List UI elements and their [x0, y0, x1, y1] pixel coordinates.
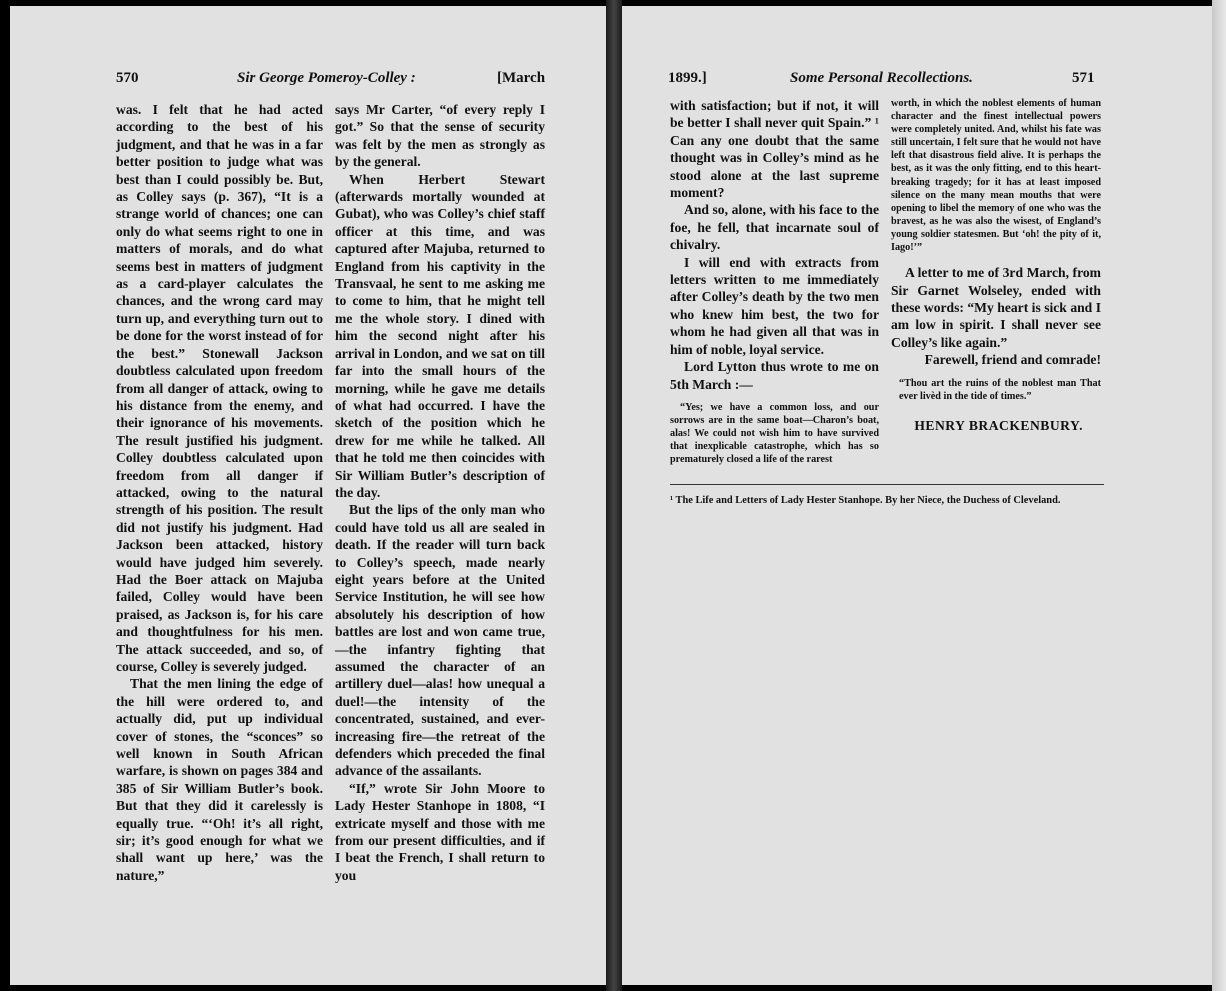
- verse-quote: “Thou art the ruins of the noblest man That ever livèd in the tide of times.”: [899, 377, 1101, 402]
- lytton-quote: “Yes; we have a common loss, and our sorrows are in the same boat—Charon’s boat, alas! We could not wish him to have survived that inexplicable catastrophe, which has so prematurely closed a life of the rarest: [670, 401, 879, 466]
- signature: HENRY BRACKENBURY.: [914, 417, 1083, 433]
- right-column-2: [891, 97, 1101, 482]
- paragraph: When Herbert Stewart (afterwards mortally wounded at Gubat), who was Colley’s chief staff officer at this time, and was captured after Majuba, returned to England from his captivity in the Transvaal, he sent to me asking me to come to him, that he might tell me the whole story. I dined with him the second night after his arrival in London, and we sat on till far into the small hours of the morning, while he gave me details of what had occurred. I have the sketch of the position which he drew for me while he talked. All that he told me then coincides with Sir William Butler’s description of the day.: [335, 171, 545, 500]
- lytton-quote-continued: worth, in which the noblest elements of human character and the finest intellectual powers were completely united. And, whilst his fate was still uncertain, I felt sure that he would not have left that disastrous field alive. It is perhaps the best, as it was the only fitting, end to this heart-breaking tragedy; for it has at least imposed silence on the many mean mouths that were opening to libel the memory of one who was the bravest, as he was also the wisest, of England’s young soldier statesmen. But ‘oh! the pity of it, Iago!’”: [891, 98, 1101, 254]
- footnote: ¹ The Life and Letters of Lady Hester Stanhope. By her Niece, the Duchess of Cleveland.: [670, 495, 1061, 506]
- book-gutter: [606, 0, 622, 991]
- paragraph: And so, alone, with his face to the foe, he fell, that incarnate soul of chivalry.: [670, 202, 879, 253]
- paragraph: A letter to me of 3rd March, from Sir Garnet Wolseley, ended with these words: “My heart is sick and I am low in spirit. I shall never see Colley’s like again.”: [891, 265, 1101, 350]
- paragraph: was. I felt that he had acted according to the best of his judgment, and that he was in a far better position to judge what was best than I could possibly be. But, as Colley says (p. 367), “It is a strange world of chances; one can only do what seems right to one in matters of morals, and do what seems best in matters of judgment as a card-player calculates the chances, and the wrong card may turn up, and everything turn out to be done for the worst instead of for the best.” Stonewall Jackson doubtless calculated upon freedom from all danger of attack, owing to his distance from the enemy, and their ignorance of his movements. The result justified his judgment. Colley doubtless calculated upon freedom from all danger if attacked, owing to the natural strength of his position. The result did not justify his judgment. Had Jackson been attacked, history would have judged him severely. Had the Boer attack on Majuba failed, Colley would have been praised, as Jackson is, for his care and thoughtfulness for his men. The attack succeeded, and so, of course, Colley is severely judged.: [116, 102, 323, 674]
- paragraph: Lord Lytton thus wrote to me on 5th March :—: [670, 359, 879, 392]
- left-running-date: [March: [497, 70, 546, 86]
- right-page-number: 571: [1072, 70, 1095, 86]
- paragraph: That the men lining the edge of the hill were ordered to, and actually did, put up individual cover of stones, the “sconces” so well known in South African warfare, is shown on pages 384 and 385 of Sir William Butler’s book. But that they did it carelessly is equally true. “‘Oh! it’s all right, sir; it’s good enough for what we shall want up here,’ was the nature,”: [116, 676, 323, 883]
- footnote-rule: [670, 484, 1104, 485]
- left-page-number: 570: [116, 70, 139, 86]
- left-column-2: [335, 101, 545, 883]
- paragraph: I will end with extracts from letters written to me immediately after Colley’s death by the two men who knew him best, the two for whom he had given all that was in him of noble, loyal service.: [670, 254, 879, 357]
- paragraph: says Mr Carter, “of every reply I got.” So that the sense of security was felt by the men as strongly as by the general.: [335, 102, 545, 170]
- left-column-1: [116, 101, 323, 883]
- paragraph: with satisfaction; but if not, it will be better I shall never quit Spain.” ¹ Can any one doubt that the same thought was in Colley’s mind as he stood alone at the last supreme moment?: [670, 98, 879, 201]
- paragraph: Farewell, friend and comrade!: [924, 352, 1101, 368]
- paragraph: But the lips of the only man who could have told us all are sealed in death. If the reader will turn back to Colley’s speech, made nearly eight years before at the United Service Institution, he will see how absolutely his description of how battles are lost and won came true,—the infantry fighting that assumed the character of an artillery duel—alas! how unequal a duel!—the intensity of the concentrated, sustained, and ever-increasing fire—the retreat of the defenders which preceded the final advance of the assailants.: [335, 502, 545, 779]
- right-running-date: 1899.]: [668, 70, 707, 86]
- right-running-title: Some Personal Recollections.: [790, 70, 973, 86]
- page-edge: [1212, 0, 1226, 991]
- paragraph: “If,” wrote Sir John Moore to Lady Hester Stanhope in 1808, “I extricate myself and those with me from our present difficulties, and if I beat the French, I shall return to you: [335, 780, 545, 883]
- right-column-1: [670, 97, 879, 482]
- left-running-title: Sir George Pomeroy-Colley :: [237, 70, 416, 86]
